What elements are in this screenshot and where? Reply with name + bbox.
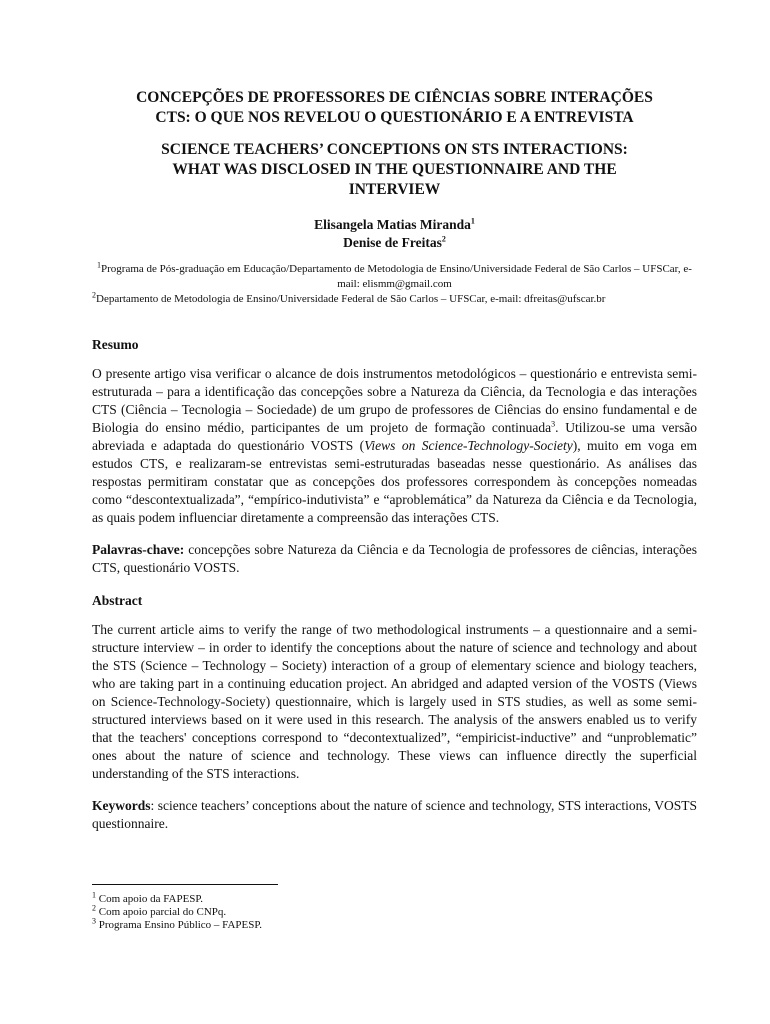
abstract-heading: Abstract <box>92 593 143 608</box>
title-pt-line-2: CTS: O QUE NOS REVELOU O QUESTIONÁRIO E A ENTREVISTA <box>155 109 634 126</box>
footnote-2-mark: 2 <box>92 903 96 913</box>
affiliation-2 <box>92 292 697 307</box>
author-1-name: Elisangela Matias Miranda <box>314 217 471 232</box>
footnote-rule <box>92 884 278 885</box>
title-portuguese <box>92 0 697 128</box>
palavras-chave-text: concepções sobre Natureza da Ciência e da Tecnologia de professores de ciências, interações CTS, questionário VOSTS. <box>92 542 697 575</box>
affiliation-1-mark: 1 <box>97 260 102 270</box>
palavras-chave <box>92 541 697 577</box>
resumo-heading: Resumo <box>92 337 139 352</box>
author-list <box>92 216 697 252</box>
author-1 <box>92 216 697 234</box>
resumo-text-c: ), muito em voga em estudos CTS, e realizaram-se entrevistas semi-estruturadas baseadas nesse questionário. As análises das respostas permitiram constatar que as concepções dos professores correspondem às concepções nomeadas como “descontextualizada”, “empírico-indutivista” e “aproblemática” da Natureza da Ciência e da Tecnologia, as quais podem influenciar diretamente a compreensão das interações CTS. <box>92 438 697 525</box>
affiliation-1-text: Programa de Pós-graduação em Educação/Departamento de Metodologia de Ensino/Universidade Federal de São Carlos – UFSCar, e-mail: elismm@gmail.com <box>101 263 692 290</box>
author-1-mark: 1 <box>470 216 475 226</box>
resumo-body <box>92 365 697 527</box>
keywords-text: : science teachers’ conceptions about the nature of science and technology, STS interactions, VOSTS questionnaire. <box>92 798 697 831</box>
resumo-text-a: O presente artigo visa verificar o alcance de dois instrumentos metodológicos – questionário e entrevista semi-estruturada – para a identificação das concepções sobre a Natureza da Ciência, da Tecnologia e das interações CTS (Ciência – Tecnologia – Sociedade) de um grupo de professores de Ciências do ensino fundamental e de Biologia do ensino médio, participantes de um projeto de formação continuada <box>92 366 697 435</box>
footnote-2-text: Com apoio parcial do CNPq. <box>98 906 227 918</box>
footnote-2 <box>92 903 697 919</box>
footnote-3 <box>92 916 697 932</box>
title-en-line-3: INTERVIEW <box>348 181 441 198</box>
footnote-1-text: Com apoio da FAPESP. <box>98 893 204 905</box>
affiliations <box>92 262 697 307</box>
title-pt-line-1: CONCEPÇÕES DE PROFESSORES DE CIÊNCIAS SOBRE INTERAÇÕES <box>136 89 653 106</box>
abstract-body: The current article aims to verify the range of two methodological instruments – a questionnaire and a semi-structure interview – in order to identify the conceptions about the nature of science and technology and about the STS (Science – Technology – Society) interaction of a group of elementary science and biology teachers, who are taking part in a continuing education project. An abridged and adapted version of the VOSTS (Views on Science-Technology-Society) questionnaire, which is largely used in STS studies, as well as some semi-structured interviews based on it were used in this research. The analysis of the answers enabled us to verify that the teachers' conceptions correspond to “decontextualized”, “empiricist-inductive” and “unproblematic” ones about the nature of science and technology. These views can influence directly the superficial understanding of the STS interactions. <box>92 622 697 781</box>
author-2-mark: 2 <box>441 234 446 244</box>
affiliation-2-mark: 2 <box>92 290 96 300</box>
author-2-name: Denise de Freitas <box>343 235 442 250</box>
author-2 <box>92 234 697 252</box>
footnote-3-mark: 3 <box>92 916 96 926</box>
title-english <box>92 140 697 200</box>
resumo-footnote-mark: 3 <box>551 419 556 429</box>
affiliation-2-text: Departamento de Metodologia de Ensino/Universidade Federal de São Carlos – UFSCar, e-mail: dfreitas@ufscar.br <box>96 293 606 305</box>
footnotes <box>92 884 697 932</box>
keywords-label: Keywords <box>92 798 151 813</box>
affiliation-1 <box>92 262 697 292</box>
footnote-3-text: Programa Ensino Público – FAPESP. <box>98 919 263 931</box>
title-en-line-1: SCIENCE TEACHERS’ CONCEPTIONS ON STS INTERACTIONS: <box>161 141 628 158</box>
footnote-1-mark: 1 <box>92 890 96 900</box>
resumo-text-italic: Views on Science-Technology-Society <box>364 438 573 453</box>
resumo-text-b: . Utilizou-se uma versão abreviada e adaptada do questionário VOSTS ( <box>92 420 697 453</box>
palavras-chave-label: Palavras-chave: <box>92 542 185 557</box>
footnote-1 <box>92 890 697 906</box>
keywords <box>92 797 697 833</box>
title-en-line-2: WHAT WAS DISCLOSED IN THE QUESTIONNAIRE AND THE <box>172 161 617 178</box>
